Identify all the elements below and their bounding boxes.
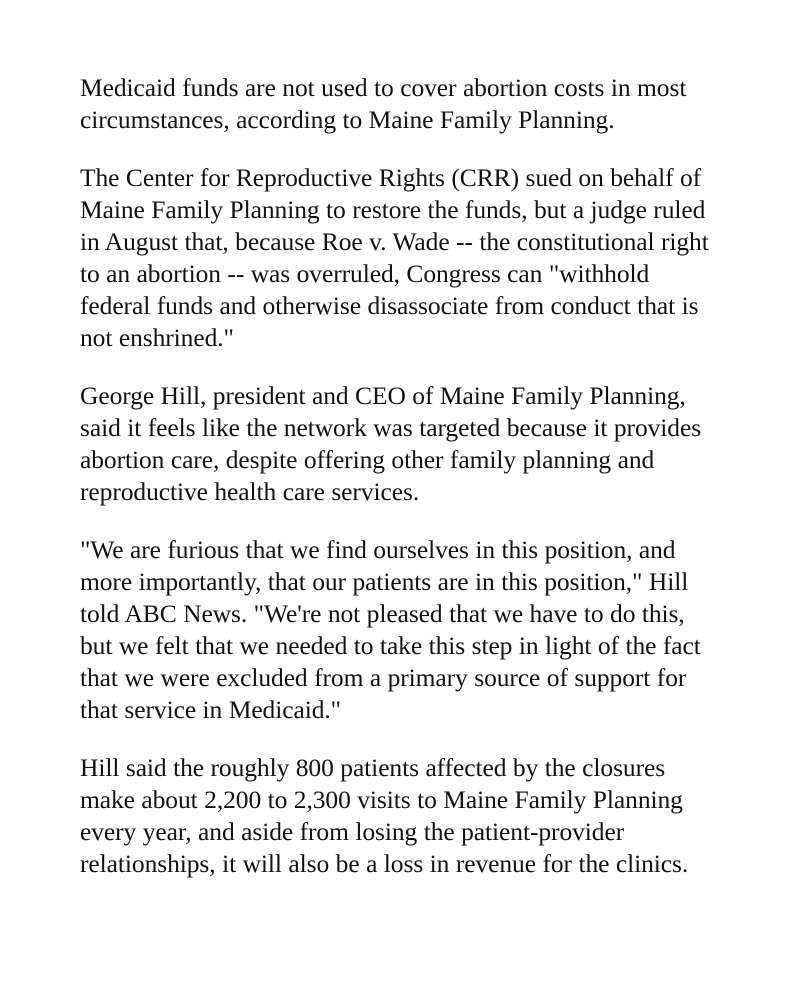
article-paragraph-4: "We are furious that we find ourselves in this position, and more importantly, that our patients are in this position," Hill told ABC News. "We're not pleased that we have to do this, but we felt that we needed to take this step in light of the fact that we were excluded from a primary source of support for that service in Medicaid." (80, 535, 701, 724)
article-paragraph-2: The Center for Reproductive Rights (CRR) sued on behalf of Maine Family Planning to restore the funds, but a judge ruled in August that, because Roe v. Wade -- the constitutional right to an abortion -- was overruled, Congress can "withhold federal funds and otherwise disassociate from conduct that is not enshrined." (80, 163, 709, 352)
article-paragraph-1: Medicaid funds are not used to cover abortion costs in most circumstances, according to Maine Family Planning. (80, 73, 687, 134)
article-paragraph-5: Hill said the roughly 800 patients affected by the closures make about 2,200 to 2,300 visits to Maine Family Planning every year, and aside from losing the patient-provider relationships, it will also be a loss in revenue for the clinics. (80, 753, 689, 878)
article-paragraph-3: George Hill, president and CEO of Maine Family Planning, said it feels like the network was targeted because it provides abortion care, despite offering other family planning and reproductive health care services. (80, 381, 702, 506)
article-body (80, 72, 722, 880)
